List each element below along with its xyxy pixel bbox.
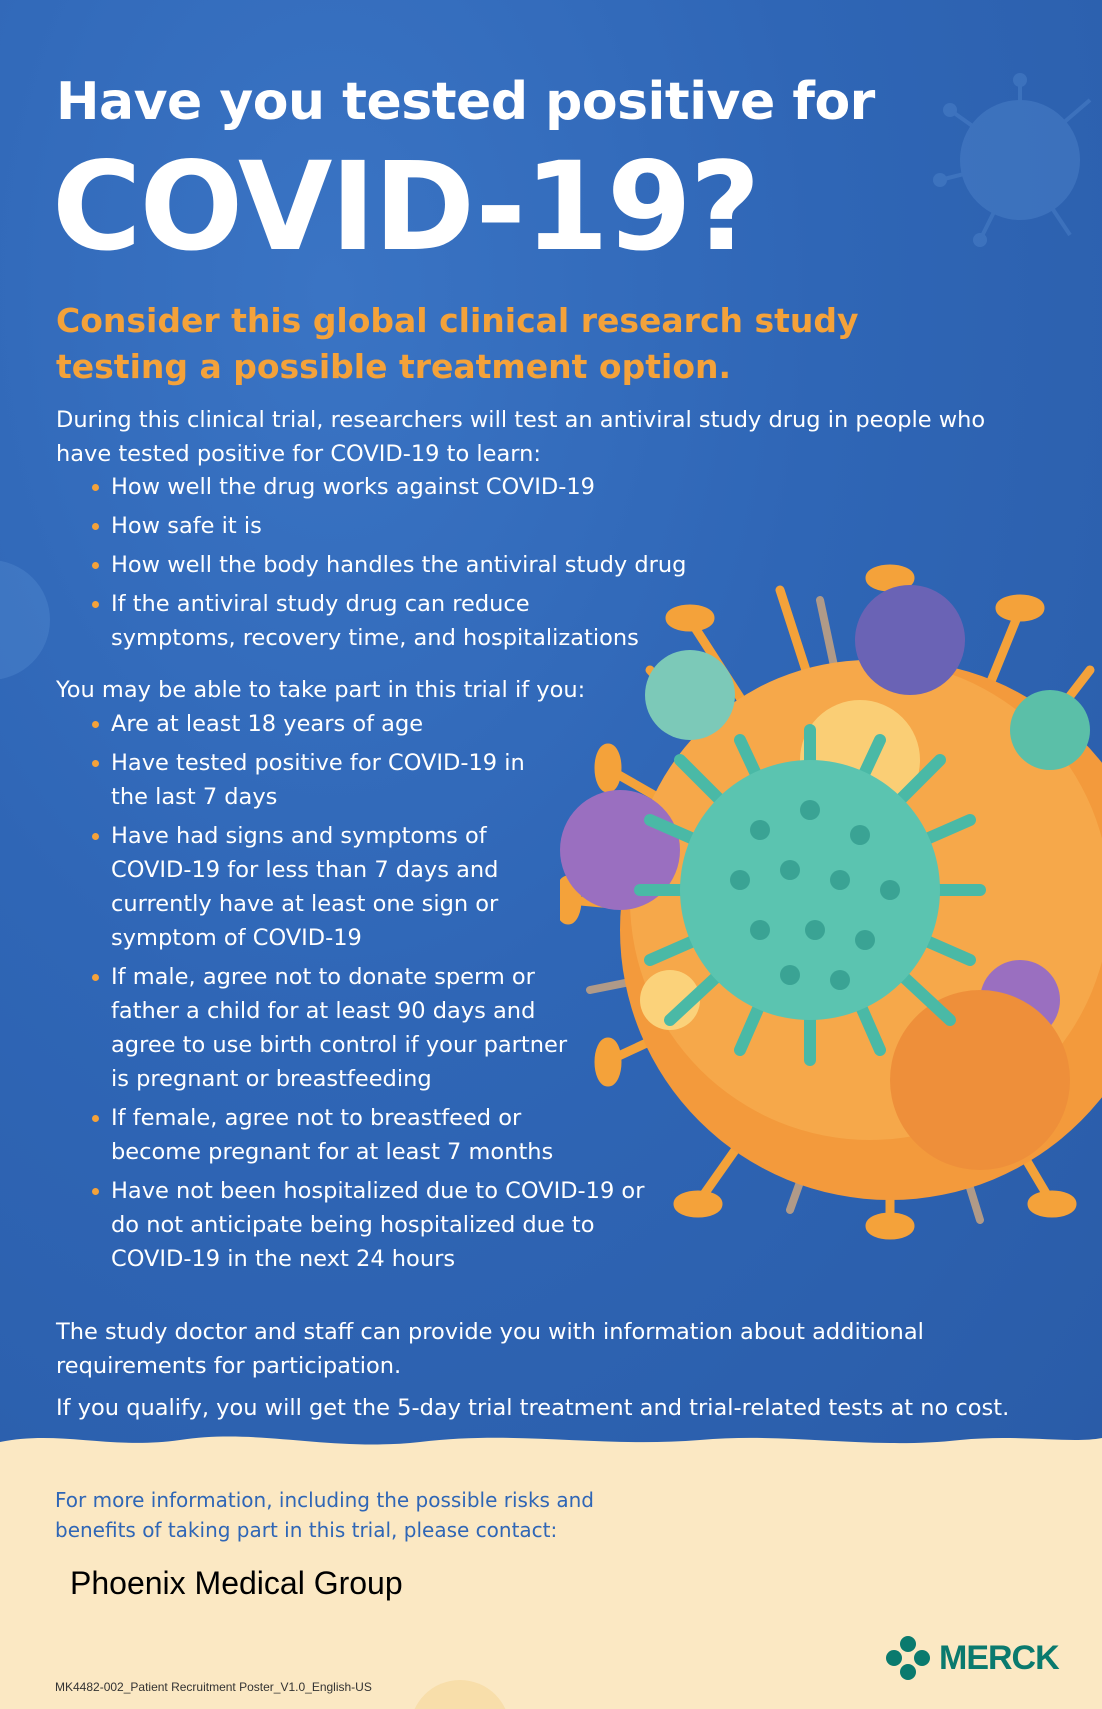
list-item: If male, agree not to donate sperm or father a child for at least 90 days and agree to use birth control if your partner is pregnant or breastfeeding xyxy=(56,960,586,1096)
site-name: Phoenix Medical Group xyxy=(70,1565,403,1601)
headline-question: Have you tested positive for xyxy=(56,72,875,132)
list-item: Have tested positive for COVID-19 in the last 7 days xyxy=(56,746,586,814)
wave-divider xyxy=(0,1420,1102,1480)
list-item: Have had signs and symptoms of COVID-19 for less than 7 days and currently have at least one sign or symptom of COVID-19 xyxy=(56,819,586,955)
intro-paragraph: During this clinical trial, researchers will test an antiviral study drug in people who have tested positive for COVID-19 to learn: xyxy=(56,407,986,467)
brand-name: MERCK xyxy=(939,1638,1059,1677)
headline-covid: COVID-19? xyxy=(52,136,759,278)
list-item: How well the body handles the antiviral study drug xyxy=(56,548,696,582)
goals-list xyxy=(56,470,696,660)
eligibility-list xyxy=(56,707,645,1281)
list-item: How safe it is xyxy=(56,509,696,543)
coronavirus-illustration xyxy=(560,560,1102,1240)
document-id: MK4482-002_Patient Recruitment Poster_V1.0_English-US xyxy=(55,1680,372,1694)
merck-logo-icon xyxy=(885,1635,931,1681)
subtitle: Consider this global clinical research study testing a possible treatment option. xyxy=(56,301,859,386)
list-item: Have not been hospitalized due to COVID-19 or do not anticipate being hospitalized due to COVID-19 in the next 24 hours xyxy=(56,1174,671,1276)
eligibility-intro: You may be able to take part in this trial if you: xyxy=(56,677,586,703)
list-item: Are at least 18 years of age xyxy=(56,707,586,741)
additional-requirements: The study doctor and staff can provide you with information about additional requirements for participation. xyxy=(56,1319,924,1379)
list-item: How well the drug works against COVID-19 xyxy=(56,470,696,504)
contact-text: For more information, including the possible risks and benefits of taking part in this trial, please contact: xyxy=(55,1488,594,1542)
list-item: If female, agree not to breastfeed or become pregnant for at least 7 months xyxy=(56,1101,581,1169)
qualify-note: If you qualify, you will get the 5-day trial treatment and trial-related tests at no cost. xyxy=(56,1395,1010,1421)
list-item: If the antiviral study drug can reduce symptoms, recovery time, and hospitalizations xyxy=(56,587,696,655)
background-virus-icon xyxy=(920,70,1100,250)
faint-virus-icon xyxy=(380,1660,540,1709)
merck-logo xyxy=(885,1635,1059,1681)
